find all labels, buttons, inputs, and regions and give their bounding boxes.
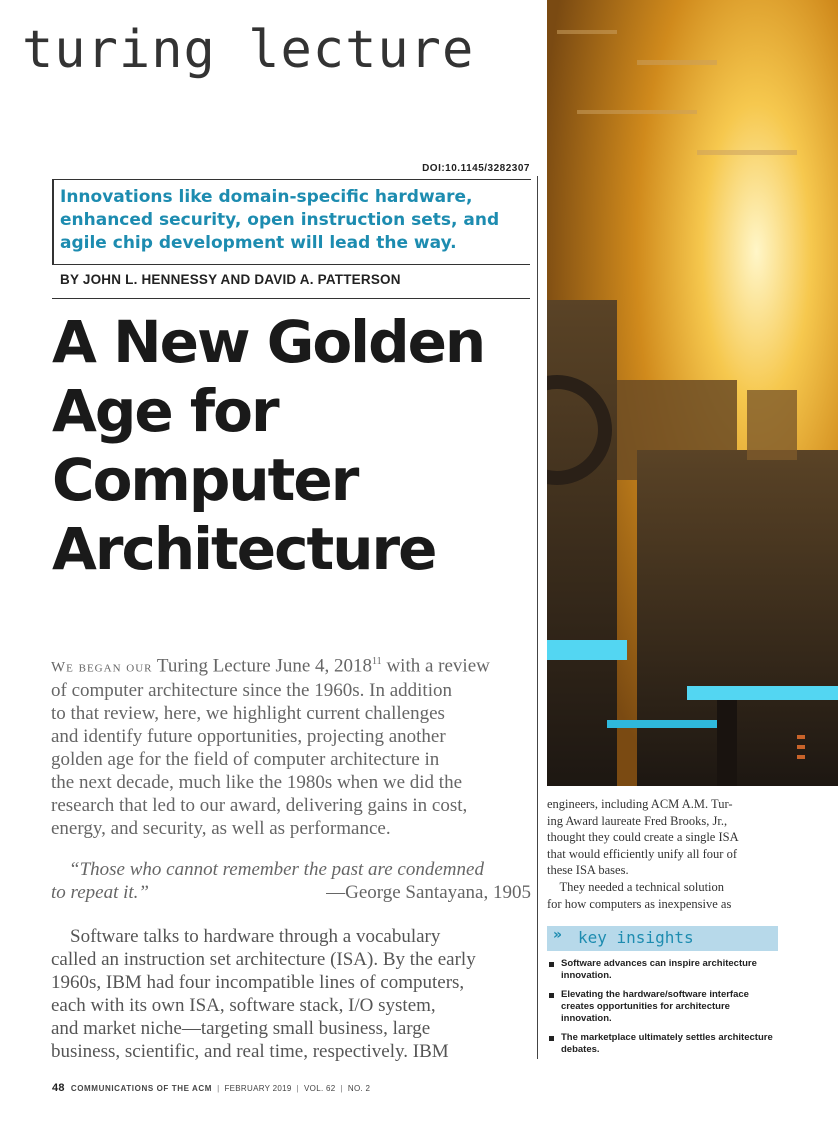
issue-date: FEBRUARY 2019 — [224, 1084, 292, 1093]
key-insights-title: key insights — [578, 928, 694, 947]
byline-rule-bottom — [52, 298, 530, 299]
volume: VOL. 62 — [304, 1084, 336, 1093]
title-line: A New Golden — [52, 308, 485, 376]
intro-line: of computer architecture since the 1960s. In addition — [51, 680, 452, 702]
col2-line: ing Award laureate Fred Brooks, Jr., — [547, 813, 728, 828]
body-line: 1960s, IBM had four incompatible lines of computers, — [51, 972, 465, 993]
key-insight-item: Elevating the hardware/software interface creates opportunities for architecture innovation. — [547, 989, 782, 1025]
issue-number: NO. 2 — [347, 1084, 371, 1093]
intro-line: research that led to our award, delivering gains in cost, — [51, 795, 468, 817]
body-paragraph — [51, 925, 531, 1063]
column-divider — [537, 176, 538, 1059]
body-line: called an instruction set architecture (ISA). By the early — [51, 949, 476, 970]
body-line: Software talks to hardware through a vocabulary — [51, 926, 441, 947]
double-chevron-icon: » — [553, 927, 563, 943]
col2-line: these ISA bases. — [547, 863, 629, 878]
section-label: turing lecture — [22, 20, 475, 80]
intro-first-line — [51, 650, 531, 679]
article-title — [52, 308, 532, 584]
intro-paragraph — [51, 650, 531, 840]
col2-line: engineers, including ACM A.M. Tur- — [547, 797, 733, 811]
intro-line: to that review, here, we highlight current challenges — [51, 703, 445, 725]
col2-line: They needed a technical solution — [547, 879, 725, 894]
golden-city-illustration — [547, 0, 838, 786]
intro-line: the next decade, much like the 1980s when we did the — [51, 772, 463, 794]
body-line: and market niche—targeting small business, large — [51, 1018, 431, 1039]
intro-line: golden age for the field of computer architecture in — [51, 749, 440, 771]
body-line: each with its own ISA, software stack, I/O system, — [51, 995, 436, 1016]
hero-image — [547, 0, 838, 786]
doi-label: DOI:10.1145/3282307 — [422, 163, 530, 174]
title-line: Architecture — [52, 515, 436, 583]
quote-line-2: to repeat it.” — [51, 882, 149, 903]
key-insight-item: Software advances can inspire architecture innovation. — [547, 958, 782, 982]
byline-rule-top — [52, 264, 530, 265]
intro-first-end: with a review — [381, 655, 490, 677]
intro-first-text: Turing Lecture June 4, 2018 — [152, 655, 373, 677]
reference-superscript: 11 — [372, 656, 382, 667]
key-insight-item: The marketplace ultimately settles architecture debates. — [547, 1032, 782, 1056]
title-line: Computer — [52, 446, 358, 514]
key-insights-list — [547, 958, 782, 1063]
body-line: business, scientific, and real time, respectively. IBM — [51, 1041, 449, 1062]
second-column-text — [547, 796, 779, 912]
col2-line: that would efficiently unify all four of — [547, 846, 737, 861]
col2-line: for how computers as inexpensive as — [547, 896, 732, 911]
quote-author: —George Santayana, 1905 — [326, 882, 531, 903]
title-line: Age for — [52, 377, 278, 445]
deck-text: Innovations like domain-specific hardware, enhanced security, open instruction sets, and agile chip development will lead the way. — [60, 187, 500, 253]
epigraph-quote — [51, 858, 531, 904]
byline: BY JOHN L. HENNESSY AND DAVID A. PATTERSON — [60, 272, 401, 287]
intro-lead-in: We began our — [51, 659, 153, 676]
page-footer: 48 COMMUNICATIONS OF THE ACM | FEBRUARY 2019 | VOL. 62 | NO. 2 — [52, 1082, 371, 1094]
publication-name: COMMUNICATIONS OF THE ACM — [70, 1084, 213, 1093]
intro-line: and identify future opportunities, projecting another — [51, 726, 446, 748]
col2-line: thought they could create a single ISA — [547, 830, 739, 845]
intro-line: energy, and security, as well as performance. — [51, 818, 391, 840]
quote-line-1: “Those who cannot remember the past are condemned — [69, 859, 484, 880]
page-number: 48 — [52, 1082, 65, 1094]
